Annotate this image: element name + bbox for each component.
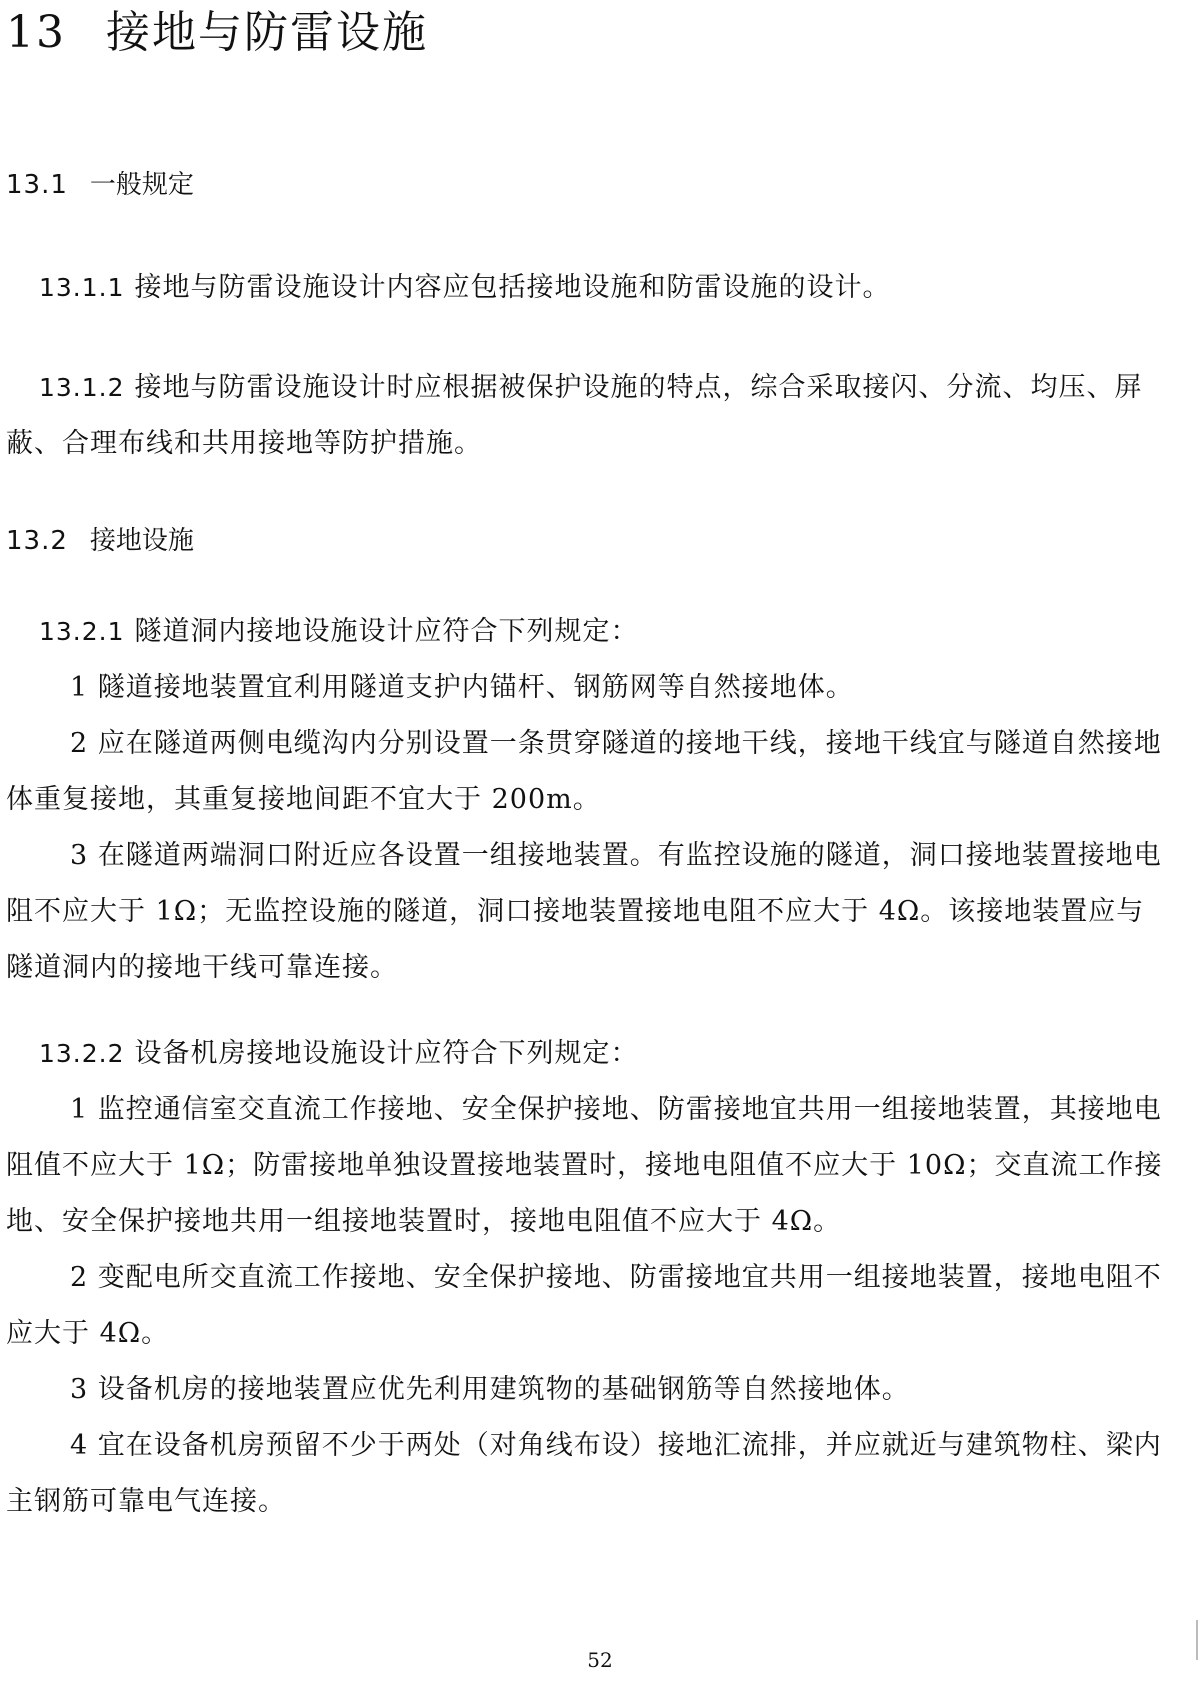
chapter-heading	[6, 6, 428, 60]
clause-text: 接地与防雷设施设计内容应包括接地设施和防雷设施的设计。	[134, 272, 891, 303]
clause-13-1-2	[6, 360, 1166, 472]
list-item: 4 宜在设备机房预留不少于两处（对角线布设）接地汇流排，并应就近与建筑物柱、梁内主钢筋可靠电气连接。	[6, 1430, 1162, 1517]
section-title: 一般规定	[89, 170, 194, 200]
section-heading-13-1	[6, 168, 194, 202]
clause-number: 13.2.1	[39, 617, 125, 646]
chapter-title: 接地与防雷设施	[106, 7, 428, 58]
clause-number: 13.1.2	[39, 373, 125, 402]
list-item: 1 隧道接地装置宜利用隧道支护内锚杆、钢筋网等自然接地体。	[70, 672, 854, 703]
clause-13-2-1	[6, 604, 1166, 996]
section-number: 13.1	[6, 170, 68, 200]
clause-13-2-2	[6, 1026, 1166, 1530]
chapter-number: 13	[6, 7, 66, 58]
list-item: 3 设备机房的接地装置应优先利用建筑物的基础钢筋等自然接地体。	[70, 1374, 910, 1405]
page-edge-mark	[1196, 1620, 1198, 1660]
section-title: 接地设施	[89, 526, 194, 556]
clause-13-1-1	[6, 260, 1166, 316]
clause-text: 隧道洞内接地设施设计应符合下列规定：	[134, 616, 639, 647]
clause-number: 13.1.1	[39, 273, 125, 302]
list-item: 1 监控通信室交直流工作接地、安全保护接地、防雷接地宜共用一组接地装置，其接地电阻值不应大于 1Ω；防雷接地单独设置接地装置时，接地电阻值不应大于 10Ω；交直流工作接地、安全保护接地共用一组接地装置时，接地电阻值不应大于 4Ω。	[6, 1094, 1163, 1237]
section-number: 13.2	[6, 526, 68, 556]
clause-number: 13.2.2	[39, 1039, 125, 1068]
list-item: 3 在隧道两端洞口附近应各设置一组接地装置。有监控设施的隧道，洞口接地装置接地电阻不应大于 1Ω；无监控设施的隧道，洞口接地装置接地电阻不应大于 4Ω。该接地装置应与隧道洞内的接地干线可靠连接。	[6, 840, 1162, 983]
clause-text: 设备机房接地设施设计应符合下列规定：	[134, 1038, 639, 1069]
section-heading-13-2	[6, 524, 194, 558]
clause-text: 接地与防雷设施设计时应根据被保护设施的特点，综合采取接闪、分流、均压、屏蔽、合理布线和共用接地等防护措施。	[6, 372, 1143, 459]
list-item: 2 变配电所交直流工作接地、安全保护接地、防雷接地宜共用一组接地装置，接地电阻不应大于 4Ω。	[6, 1262, 1162, 1349]
list-item: 2 应在隧道两侧电缆沟内分别设置一条贯穿隧道的接地干线，接地干线宜与隧道自然接地体重复接地，其重复接地间距不宜大于 200m。	[6, 728, 1162, 815]
page-number: 52	[587, 1648, 613, 1672]
